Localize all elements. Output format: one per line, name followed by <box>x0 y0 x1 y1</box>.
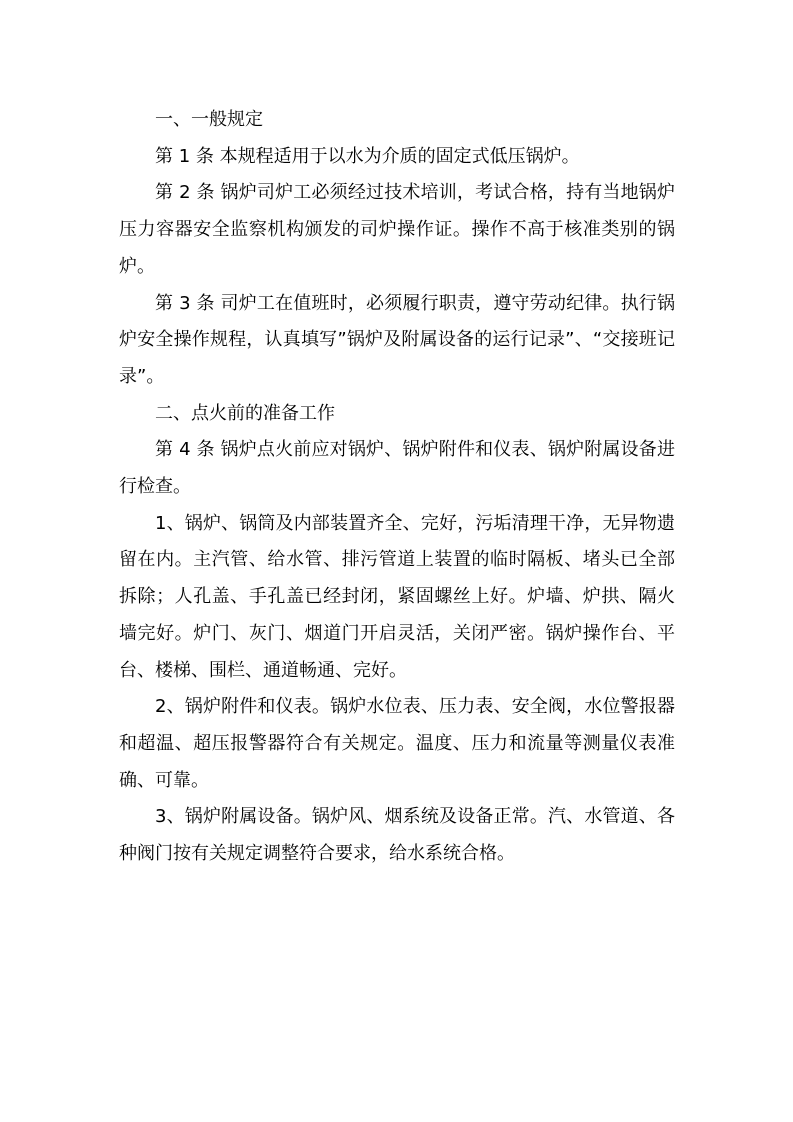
list-item-paragraph: 2、锅炉附件和仪表。锅炉水位表、压力表、安全阀，水位警报器和超温、超压报警器符合有关规定。温度、压力和流量等测量仪表准确、可靠。 <box>119 696 675 791</box>
section-heading: 一、一般规定 <box>155 109 263 130</box>
article-paragraph: 第 4 条 锅炉点火前应对锅炉、锅炉附件和仪表、锅炉附属设备进行检查。 <box>119 439 675 498</box>
article-paragraph: 第 3 条 司炉工在值班时，必须履行职责，遵守劳动纪律。执行锅炉安全操作规程，认真填写”锅炉及附属设备的运行记录”、“交接班记录”。 <box>119 292 675 387</box>
document-page <box>119 102 675 873</box>
section-heading: 二、点火前的准备工作 <box>155 402 335 424</box>
list-item-paragraph: 1、锅炉、锅筒及内部装置齐全、完好，污垢清理干净，无异物遗留在内。主汽管、给水管、排污管道上装置的临时隔板、堵头已全部拆除；人孔盖、手孔盖已经封闭，紧固螺丝上好。炉墙、炉拱、隔火墙完好。炉门、灰门、烟道门开启灵活，关闭严密。锅炉操作台、平台、楼梯、围栏、通道畅通、完好。 <box>119 512 675 681</box>
article-paragraph: 第 2 条 锅炉司炉工必须经过技术培训，考试合格，持有当地锅炉压力容器安全监察机构颁发的司炉操作证。操作不高于核准类别的锅炉。 <box>119 182 675 277</box>
list-item-paragraph: 3、锅炉附属设备。锅炉风、烟系统及设备正常。汽、水管道、各种阀门按有关规定调整符合要求，给水系统合格。 <box>119 806 675 865</box>
article-paragraph: 第 1 条 本规程适用于以水为介质的固定式低压锅炉。 <box>155 145 580 167</box>
